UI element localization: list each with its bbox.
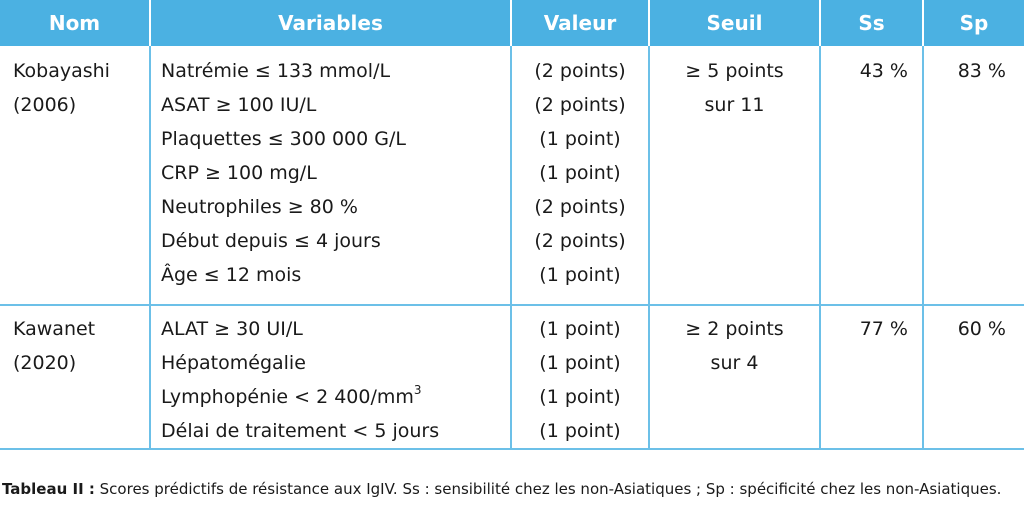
header-seuil: Seuil bbox=[649, 0, 820, 46]
threshold-line: ≥ 2 points bbox=[685, 318, 784, 340]
cell-valeurs bbox=[511, 46, 649, 305]
score-year: (2020) bbox=[13, 352, 77, 374]
value-item: (2 points) bbox=[534, 60, 626, 82]
cell-seuil bbox=[649, 305, 820, 449]
cell-variables bbox=[150, 305, 511, 449]
variable-item: Plaquettes ≤ 300 000 G/L bbox=[161, 128, 406, 150]
value-item: (1 point) bbox=[539, 420, 621, 442]
cell-ss: 77 % bbox=[820, 305, 923, 449]
score-name: Kawanet bbox=[13, 318, 96, 340]
header-variables: Variables bbox=[150, 0, 511, 46]
value-item: (1 point) bbox=[539, 162, 621, 184]
variable-text: Lymphopénie < 2 400/mm bbox=[161, 386, 414, 408]
value-item: (1 point) bbox=[539, 318, 621, 340]
cell-nom bbox=[0, 46, 150, 305]
value-item: (2 points) bbox=[534, 196, 626, 218]
value-item: (1 point) bbox=[539, 264, 621, 286]
unit-superscript: 3 bbox=[413, 382, 422, 397]
variable-item: Hépatomégalie bbox=[161, 352, 306, 374]
cell-seuil bbox=[649, 46, 820, 305]
variable-item: Natrémie ≤ 133 mmol/L bbox=[161, 60, 391, 82]
caption-label: Tableau II : bbox=[2, 480, 95, 498]
variable-item: ALAT ≥ 30 UI/L bbox=[161, 318, 303, 340]
cell-sp: 60 % bbox=[923, 305, 1024, 449]
header-valeur: Valeur bbox=[511, 0, 649, 46]
threshold-line: sur 4 bbox=[710, 352, 759, 374]
variable-item-with-superscript bbox=[161, 380, 510, 414]
cell-valeurs bbox=[511, 305, 649, 449]
table-row-kobayashi bbox=[0, 46, 1024, 305]
caption-text: Scores prédictifs de résistance aux IgIV. Ss : sensibilité chez les non-Asiatiques ; Sp : spécificité chez les non-Asiatiques. bbox=[94, 480, 1002, 498]
table-body bbox=[0, 46, 1024, 449]
value-item: (2 points) bbox=[534, 230, 626, 252]
table-header bbox=[0, 0, 1024, 46]
variable-item: Délai de traitement < 5 jours bbox=[161, 420, 440, 442]
variable-item: Âge ≤ 12 mois bbox=[161, 264, 302, 286]
threshold-line: ≥ 5 points bbox=[685, 60, 784, 82]
variable-item: Neutrophiles ≥ 80 % bbox=[161, 196, 358, 218]
score-year: (2006) bbox=[13, 94, 77, 116]
table-row-kawanet bbox=[0, 305, 1024, 449]
value-item: (2 points) bbox=[534, 94, 626, 116]
cell-ss: 43 % bbox=[820, 46, 923, 305]
variable-item: ASAT ≥ 100 IU/L bbox=[161, 94, 317, 116]
header-ss: Ss bbox=[820, 0, 923, 46]
score-name: Kobayashi bbox=[13, 60, 110, 82]
header-sp: Sp bbox=[923, 0, 1024, 46]
value-item: (1 point) bbox=[539, 386, 621, 408]
cell-variables bbox=[150, 46, 511, 305]
variable-item: CRP ≥ 100 mg/L bbox=[161, 162, 317, 184]
header-row bbox=[0, 0, 1024, 46]
table-caption bbox=[2, 478, 1022, 500]
cell-sp: 83 % bbox=[923, 46, 1024, 305]
cell-nom bbox=[0, 305, 150, 449]
value-item: (1 point) bbox=[539, 352, 621, 374]
value-item: (1 point) bbox=[539, 128, 621, 150]
header-nom: Nom bbox=[0, 0, 150, 46]
threshold-line: sur 11 bbox=[704, 94, 765, 116]
variable-item: Début depuis ≤ 4 jours bbox=[161, 230, 381, 252]
